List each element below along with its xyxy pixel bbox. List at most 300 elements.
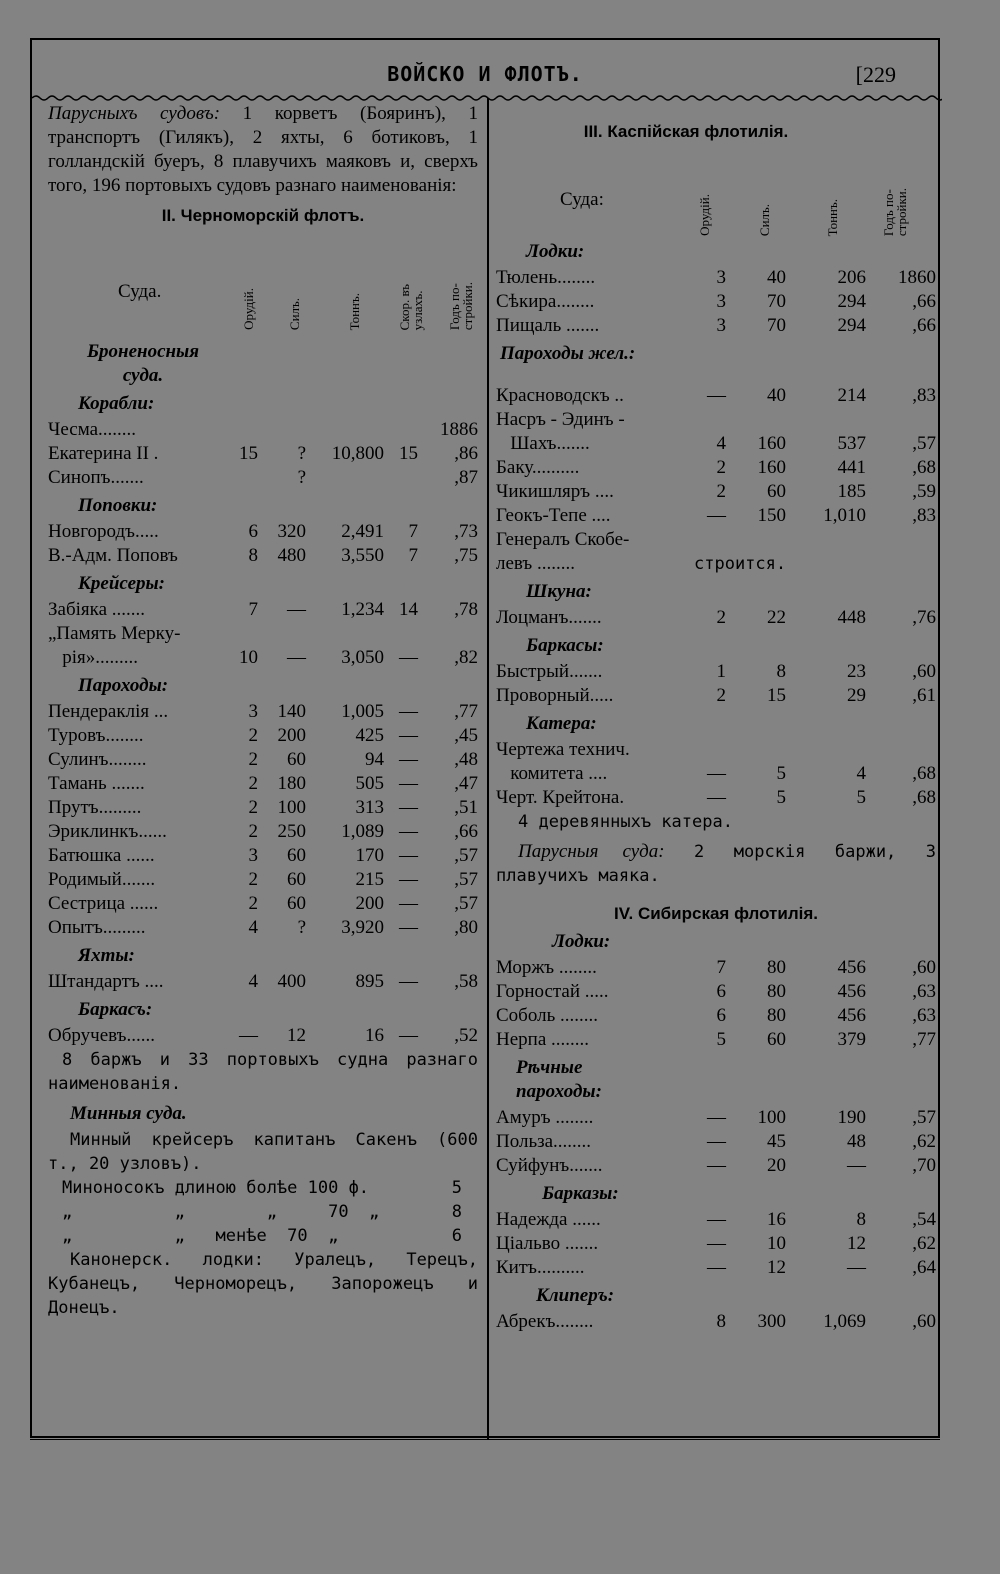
popovki-heading: Поповки:	[78, 495, 158, 516]
torpedo-boats-group	[48, 1176, 478, 1248]
river-steamer-row	[496, 1130, 936, 1154]
popovka-speed: 7	[408, 545, 418, 566]
barkazy-row	[496, 1256, 936, 1280]
boat4-row	[496, 956, 936, 980]
steamer-name: Опытъ.........	[48, 917, 146, 938]
steamer-speed: —	[399, 749, 418, 770]
schooner-tons: 448	[837, 607, 866, 628]
clipper-row	[496, 1310, 936, 1334]
steam-iron-name: Шахъ.......	[496, 433, 590, 454]
steamer-guns: 2	[248, 725, 258, 746]
steam-iron-tons: 185	[837, 481, 866, 502]
boat4-tons: 456	[837, 1005, 866, 1026]
steam-iron-hp: 40	[767, 385, 786, 406]
barkazy-heading: Барказы:	[542, 1183, 619, 1204]
katera-row	[496, 786, 936, 810]
boats-group	[496, 266, 936, 338]
steamer-guns: 3	[248, 845, 258, 866]
popovka-hp: 320	[277, 521, 306, 542]
boat4-row	[496, 1028, 936, 1052]
steamer-row	[48, 868, 478, 892]
cruiser-row	[48, 622, 478, 646]
mine-vessels-heading: Минныя суда.	[70, 1103, 187, 1124]
katera-year: ,68	[912, 787, 936, 808]
barkasy-hp: 15	[767, 685, 786, 706]
yacht-speed: —	[399, 971, 418, 992]
river-steamer-name: Суйфунъ.......	[496, 1155, 603, 1176]
cruisers-heading: Крейсеры:	[78, 573, 166, 594]
barkazy-tons: —	[847, 1257, 866, 1278]
katera-hp: 5	[776, 763, 786, 784]
katera-name: Черт. Крейтона.	[496, 787, 625, 808]
steam-iron-guns: 4	[716, 433, 726, 454]
boat4-tons: 379	[837, 1029, 866, 1050]
boat4-name: Соболь ........	[496, 1005, 598, 1026]
barkazy-name: Надежда ......	[496, 1209, 601, 1230]
boat-tons: 206	[837, 267, 866, 288]
siberian-flotilla-title: IV. Сибирская флотилія.	[614, 904, 818, 923]
boat-name: Пищаль .......	[496, 315, 600, 336]
steamer-row	[48, 724, 478, 748]
cruiser-name: „Память Мерку-	[48, 623, 181, 644]
right-head-tons: Тоннъ.	[825, 198, 840, 236]
river-steamer-year: ,70	[912, 1155, 936, 1176]
torpedo-line	[48, 1176, 478, 1200]
steamer-row	[48, 796, 478, 820]
barkazy-row	[496, 1208, 936, 1232]
river-steamer-guns: —	[707, 1131, 726, 1152]
cruiser-guns: 7	[248, 599, 258, 620]
torpedo-line-count: 6	[451, 1226, 462, 1246]
steamer-row	[48, 772, 478, 796]
barkas-guns: —	[239, 1025, 258, 1046]
steamer-name: Сестрица ......	[48, 893, 159, 914]
steamer-name: Туровъ........	[48, 725, 144, 746]
barkasy-tons: 29	[847, 685, 866, 706]
steamer-speed: —	[399, 845, 418, 866]
steamer-name: Эриклинкъ......	[48, 821, 167, 842]
barkasy-row	[496, 660, 936, 684]
torpedo-line-text: „ „ менѣе 70 „	[62, 1226, 339, 1246]
boat4-hp: 80	[767, 981, 786, 1002]
boat4-row	[496, 980, 936, 1004]
popovka-guns: 8	[248, 545, 258, 566]
page-header	[32, 62, 938, 96]
barkazy-tons: 12	[847, 1233, 866, 1254]
river-steamer-tons: —	[847, 1155, 866, 1176]
schooner-guns: 2	[716, 607, 726, 628]
yacht-guns: 4	[248, 971, 258, 992]
steamer-year: ,57	[454, 893, 478, 914]
steamer-row	[48, 820, 478, 844]
gunboats-text: Канонерск. лодки: Уралецъ, Терецъ, Кубанецъ, Черноморецъ, Запорожецъ и Донецъ.	[48, 1250, 478, 1318]
steam-iron-guns: —	[707, 505, 726, 526]
boat4-guns: 7	[716, 957, 726, 978]
boats4-heading: Лодки:	[552, 931, 611, 952]
steam-iron-hp: 160	[757, 457, 786, 478]
boat4-name: Нерпа ........	[496, 1029, 590, 1050]
steamer-speed: —	[399, 701, 418, 722]
steamer-tons: 505	[355, 773, 384, 794]
barkazy-guns: —	[707, 1257, 726, 1278]
yachts-heading: Яхты:	[78, 945, 135, 966]
cruiser-name: Забіяка .......	[48, 599, 146, 620]
ship-guns: 15	[239, 443, 258, 464]
barkazy-year: ,62	[912, 1233, 936, 1254]
steamer-hp: ?	[297, 917, 306, 938]
cruiser-row	[48, 598, 478, 622]
boat4-guns: 5	[716, 1029, 726, 1050]
ship-row	[48, 442, 478, 466]
katera-heading: Катера:	[526, 713, 597, 734]
boat-hp: 70	[767, 315, 786, 336]
boat4-tons: 456	[837, 981, 866, 1002]
ship-year: ,87	[454, 467, 478, 488]
steam-iron-row	[496, 432, 936, 456]
barkasy-row	[496, 684, 936, 708]
boat4-tons: 456	[837, 957, 866, 978]
torpedo-line	[48, 1200, 478, 1224]
katera-guns: —	[707, 763, 726, 784]
boat-row	[496, 290, 936, 314]
steam-iron-group	[496, 384, 936, 528]
steamer-hp: 60	[287, 893, 306, 914]
steamer-hp: 60	[287, 845, 306, 866]
steam-iron-tons: 441	[837, 457, 866, 478]
barkazy-guns: —	[707, 1233, 726, 1254]
steamer-year: ,57	[454, 845, 478, 866]
cruiser-speed: —	[399, 647, 418, 668]
schooner-heading: Шкуна:	[526, 581, 592, 602]
page-number: [229	[855, 62, 896, 87]
steamer-name: Пендераклія ...	[48, 701, 169, 722]
river-steamer-guns: —	[707, 1155, 726, 1176]
steam-iron-hp: 160	[757, 433, 786, 454]
yacht-name: Штандартъ ....	[48, 971, 164, 992]
steam-iron-hp: 150	[757, 505, 786, 526]
steamer-tons: 1,089	[341, 821, 384, 842]
cruiser-tons: 1,234	[341, 599, 384, 620]
steamer-year: ,51	[454, 797, 478, 818]
steam-iron-guns: —	[707, 385, 726, 406]
steam-iron-year: ,57	[912, 433, 936, 454]
river-steamer-tons: 190	[837, 1107, 866, 1128]
steam-iron-year: ,68	[912, 457, 936, 478]
steamer-row	[48, 844, 478, 868]
river-steamer-guns: —	[707, 1107, 726, 1128]
cruisers-group	[48, 598, 478, 670]
armored-vessels-heading: Броненосныя суда.	[86, 341, 200, 386]
torpedo-line-count: 8	[451, 1202, 462, 1222]
boat-row	[496, 314, 936, 338]
right-head-year: Годъ по- стройки.	[881, 187, 909, 236]
steamer-speed: —	[399, 917, 418, 938]
steamer-guns: 2	[248, 869, 258, 890]
ship-name: Чесма........	[48, 419, 137, 440]
popovka-tons: 2,491	[341, 521, 384, 542]
cruiser-name: рія».........	[48, 647, 139, 668]
clipper-year: ,60	[912, 1311, 936, 1332]
steamers-group	[48, 700, 478, 940]
steamer-name: Родимый.......	[48, 869, 156, 890]
schooner-year: ,76	[912, 607, 936, 628]
cruiser-speed: 14	[399, 599, 418, 620]
torpedo-line-text: Миноносокъ длиною болѣе 100 ф.	[62, 1178, 370, 1198]
steam-iron-hp: 60	[767, 481, 786, 502]
steam-iron-tons: 214	[837, 385, 866, 406]
katera-row	[496, 762, 936, 786]
steamer-year: ,66	[454, 821, 478, 842]
steamer-guns: 2	[248, 773, 258, 794]
steamer-row	[48, 916, 478, 940]
ship-speed: 15	[399, 443, 418, 464]
yacht-tons: 895	[355, 971, 384, 992]
sailing-vessels-text: 1 корветъ (Бояринъ), 1 транспортъ (Гилякъ), 2 яхты, 6 ботиковъ, 1 голландскій буеръ, 8 плавучихъ маяковъ и, сверхъ того, 196 портовыхъ судовъ разнаго наименованія:	[48, 103, 478, 196]
barkasy-guns: 2	[716, 685, 726, 706]
steamer-guns: 2	[248, 893, 258, 914]
river-steamer-year: ,62	[912, 1131, 936, 1152]
right-head-hp: Силъ.	[757, 203, 772, 236]
steamer-hp: 250	[277, 821, 306, 842]
katera-group	[496, 762, 936, 810]
steam-iron-name: Насръ - Эдинъ -	[496, 409, 625, 430]
steam-iron-name: Чикишляръ ....	[496, 481, 614, 502]
steamer-speed: —	[399, 797, 418, 818]
left-head-hp: Силъ.	[287, 297, 302, 330]
steam-iron-tons: 1,010	[823, 505, 866, 526]
katera-year: ,68	[912, 763, 936, 784]
steamer-year: ,57	[454, 869, 478, 890]
katera-tons: 5	[856, 787, 866, 808]
steamer-year: ,80	[454, 917, 478, 938]
bottom-rule	[30, 1436, 940, 1440]
steamer-name: Сулинъ........	[48, 749, 147, 770]
barkasy-hp: 8	[776, 661, 786, 682]
boats4-group	[496, 956, 936, 1052]
steamer-hp: 100	[277, 797, 306, 818]
steam-iron-tons: 537	[837, 433, 866, 454]
ship-row	[48, 418, 478, 442]
steam-iron-heading: Пароходы жел.:	[500, 343, 636, 364]
katera-row-1: Чертежа технич.	[496, 739, 630, 760]
boat-year: ,66	[912, 315, 936, 336]
ship-year: ,86	[454, 443, 478, 464]
steamer-tons: 425	[355, 725, 384, 746]
steam-iron-year: ,83	[912, 505, 936, 526]
popovka-tons: 3,550	[341, 545, 384, 566]
steam-iron-row	[496, 408, 936, 432]
steamer-year: ,77	[454, 701, 478, 722]
steamer-row	[48, 700, 478, 724]
steamer-speed: —	[399, 821, 418, 842]
boat-guns: 3	[716, 315, 726, 336]
boat-guns: 3	[716, 291, 726, 312]
barges-note: 8 баржъ и 33 портовыхъ судна разнаго наименованія.	[48, 1050, 478, 1094]
boat-guns: 3	[716, 267, 726, 288]
steamer-guns: 2	[248, 797, 258, 818]
steamer-guns: 2	[248, 821, 258, 842]
ship-name: Екатерина II .	[48, 443, 159, 464]
steam-iron-row	[496, 384, 936, 408]
barkazy-name: Ціальво .......	[496, 1233, 599, 1254]
barkas-heading: Баркасъ:	[78, 999, 153, 1020]
steamer-hp: 60	[287, 749, 306, 770]
clipper-group	[496, 1310, 936, 1334]
right-column	[496, 102, 936, 1334]
yacht-year: ,58	[454, 971, 478, 992]
barkasy-tons: 23	[847, 661, 866, 682]
cruiser-year: ,78	[454, 599, 478, 620]
clipper-hp: 300	[757, 1311, 786, 1332]
boat4-hp: 80	[767, 957, 786, 978]
boat4-year: ,60	[912, 957, 936, 978]
skobelev-status: строится.	[694, 554, 787, 574]
boat-year: ,66	[912, 291, 936, 312]
steamer-guns: 3	[248, 701, 258, 722]
skobelev-row-1: Генералъ Скобе-	[496, 529, 630, 550]
steam-iron-row	[496, 456, 936, 480]
ship-hp: ?	[297, 467, 306, 488]
ship-hp: ?	[297, 443, 306, 464]
sail-vessels-para	[496, 840, 936, 888]
clipper-heading: Клиперъ:	[536, 1285, 615, 1306]
torpedo-line-text: „ „ „ 70 „	[62, 1202, 380, 1222]
schooner-row	[496, 606, 936, 630]
cruiser-tons: 3,050	[341, 647, 384, 668]
steam-iron-guns: 2	[716, 481, 726, 502]
boat4-name: Моржъ ........	[496, 957, 597, 978]
steam-iron-year: ,83	[912, 385, 936, 406]
popovka-row	[48, 520, 478, 544]
cruiser-hp: —	[287, 599, 306, 620]
barkazy-hp: 10	[767, 1233, 786, 1254]
barkazy-hp: 16	[767, 1209, 786, 1230]
steamer-row	[48, 748, 478, 772]
steamer-year: ,47	[454, 773, 478, 794]
sailing-vessels-label: Парусныхъ судовъ:	[48, 103, 221, 124]
steamer-hp: 200	[277, 725, 306, 746]
boat4-year: ,63	[912, 1005, 936, 1026]
left-head-year: Годъ по- стройки.	[447, 281, 475, 330]
barkasy-group	[496, 660, 936, 708]
barkazy-year: ,54	[912, 1209, 936, 1230]
barkas-year: ,52	[454, 1025, 478, 1046]
river-steamer-hp: 45	[767, 1131, 786, 1152]
popovka-name: В.-Адм. Поповъ	[48, 545, 178, 566]
column-divider	[487, 98, 489, 1440]
barkas-tons: 16	[365, 1025, 384, 1046]
barkazy-guns: —	[707, 1209, 726, 1230]
schooner-group	[496, 606, 936, 630]
boat-name: Сѣкира........	[496, 291, 595, 312]
river-steamers-group	[496, 1106, 936, 1178]
sail-vessels-text: 2 морскія баржи, 3 плавучихъ маяка.	[496, 842, 936, 886]
river-steamer-row	[496, 1154, 936, 1178]
boat4-guns: 6	[716, 981, 726, 1002]
river-steamer-hp: 20	[767, 1155, 786, 1176]
boat-year: 1860	[898, 267, 936, 288]
popovka-hp: 480	[277, 545, 306, 566]
boat4-hp: 60	[767, 1029, 786, 1050]
ships-group	[48, 418, 478, 490]
barkazy-row	[496, 1232, 936, 1256]
steamer-speed: —	[399, 893, 418, 914]
left-table-header	[48, 232, 478, 336]
barkasy-year: ,61	[912, 685, 936, 706]
popovka-guns: 6	[248, 521, 258, 542]
popovka-row	[48, 544, 478, 568]
barkas-speed: —	[399, 1025, 418, 1046]
river-steamers-heading: Рѣчные пароходы:	[516, 1057, 602, 1102]
barkazy-name: Китъ..........	[496, 1257, 585, 1278]
ship-name: Синопъ.......	[48, 467, 144, 488]
steam-iron-row	[496, 480, 936, 504]
barkazy-tons: 8	[856, 1209, 866, 1230]
boat-name: Тюлень........	[496, 267, 596, 288]
torpedo-line	[48, 1224, 478, 1248]
river-steamer-tons: 48	[847, 1131, 866, 1152]
sailing-vessels-para	[48, 102, 478, 198]
right-head-ships: Суда:	[560, 189, 604, 210]
steamers-heading: Пароходы:	[78, 675, 169, 696]
steamer-tons: 170	[355, 845, 384, 866]
barkazy-year: ,64	[912, 1257, 936, 1278]
katera-name: комитета ....	[496, 763, 608, 784]
steamer-guns: 4	[248, 917, 258, 938]
steamer-speed: —	[399, 773, 418, 794]
clipper-tons: 1,069	[823, 1311, 866, 1332]
yachts-group	[48, 970, 478, 994]
katera-tons: 4	[856, 763, 866, 784]
clipper-guns: 8	[716, 1311, 726, 1332]
steam-iron-row	[496, 504, 936, 528]
steamer-speed: —	[399, 725, 418, 746]
steamer-name: Прутъ.........	[48, 797, 142, 818]
steamer-year: ,48	[454, 749, 478, 770]
left-head-ships: Суда.	[118, 281, 162, 302]
steamer-speed: —	[399, 869, 418, 890]
yacht-hp: 400	[277, 971, 306, 992]
steamer-tons: 313	[355, 797, 384, 818]
yacht-row	[48, 970, 478, 994]
katera-hp: 5	[776, 787, 786, 808]
left-column	[48, 102, 478, 1320]
caspian-flotilla-title: III. Каспійская флотилія.	[583, 122, 789, 141]
steamer-tons: 3,920	[341, 917, 384, 938]
boat4-year: ,63	[912, 981, 936, 1002]
cruiser-guns: 10	[239, 647, 258, 668]
boats-heading: Лодки:	[526, 241, 585, 262]
popovka-speed: 7	[408, 521, 418, 542]
popovki-group	[48, 520, 478, 568]
ship-tons: 10,800	[331, 443, 384, 464]
steamer-hp: 140	[277, 701, 306, 722]
torpedo-line-count: 5	[451, 1178, 462, 1198]
skobelev-row-2: левъ ........ строится.	[496, 553, 787, 574]
barkasy-guns: 1	[716, 661, 726, 682]
cruiser-hp: —	[287, 647, 306, 668]
steam-iron-year: ,59	[912, 481, 936, 502]
schooner-name: Лоцманъ.......	[496, 607, 602, 628]
barkasy-year: ,60	[912, 661, 936, 682]
steamer-hp: 60	[287, 869, 306, 890]
left-head-speed: Скор. въ узлахъ.	[397, 283, 425, 330]
barkas-hp: 12	[287, 1025, 306, 1046]
black-sea-fleet-title: II. Черноморскій флотъ.	[161, 206, 365, 225]
steam-iron-name: Геокъ-Тепе ....	[496, 505, 611, 526]
left-head-tons: Тоннъ.	[347, 292, 362, 330]
steamer-guns: 2	[248, 749, 258, 770]
